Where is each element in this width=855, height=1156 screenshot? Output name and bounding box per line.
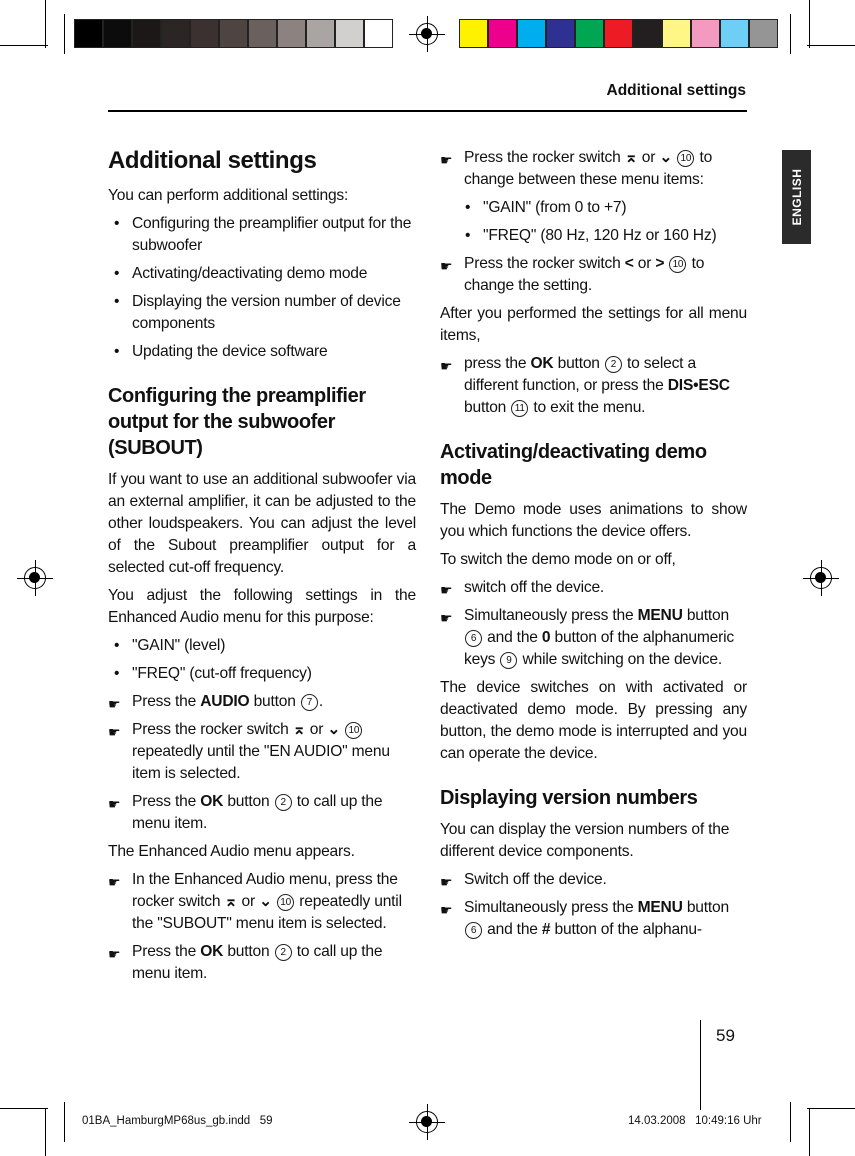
list-item: • Configuring the preamplifier output for the subwoofer [108,213,416,257]
section-heading-demo: Activating/deactivating demo mode [440,441,707,489]
color-swatch [546,19,575,48]
page-number: 59 [716,1026,735,1045]
registration-mark-icon [810,567,832,589]
paragraph: If you want to use an additional subwoofer via an external amplifier, it can be adjusted to the other loudspeakers. You can adjust the level of the Subout preamplifier output for a selected cut-off frequency. [108,471,416,576]
language-tab-label: ENGLISH [789,168,804,226]
button-number: 10 [345,722,362,739]
color-swatch [277,19,306,48]
color-swatch [161,19,190,48]
color-swatch [633,19,662,48]
slug-timestamp: 14.03.2008 10:49:16 Uhr [628,1115,762,1127]
paragraph: After you performed the settings for all menu items, [440,305,747,344]
rocker-down-icon: ⌄ [259,893,272,910]
instruction-step: ☛ Simultaneously press the MENU button 6 and the # button of the alphanu- [440,899,729,938]
instruction-step: ☛ Press the rocker switch ⌅ or ⌄ 10 repeatedly until the "EN AUDIO" menu item is selected. [108,721,390,782]
list-item: • "FREQ" (80 Hz, 120 Hz or 160 Hz) [440,225,747,247]
button-number: 2 [275,944,292,961]
paragraph: The Enhanced Audio menu appears. [108,843,355,860]
instruction-step: ☛ Press the rocker switch < or > 10 to change the setting. [440,255,705,294]
color-swatch [364,19,393,48]
pointing-hand-icon: ☛ [440,258,453,274]
crop-mark [64,1102,65,1142]
crop-mark [809,1108,810,1156]
crop-mark [790,1102,791,1142]
crop-mark [45,0,46,48]
instruction-step: ☛ switch off the device. [440,577,747,599]
language-tab [782,150,811,244]
pointing-hand-icon: ☛ [108,724,121,740]
button-number: 6 [465,630,482,647]
button-number: 9 [500,652,517,669]
pointing-hand-icon: ☛ [440,358,453,374]
registration-mark-icon [24,567,46,589]
section-heading-version: Displaying version numbers [440,787,698,809]
instruction-step: ☛ Press the OK button 2 to call up the menu item. [108,943,383,982]
rocker-left-icon: < [624,255,634,272]
button-number: 2 [275,794,292,811]
pointing-hand-icon: ☛ [108,874,121,890]
paragraph: The Demo mode uses animations to show you which functions the device offers. [440,501,747,540]
color-swatch [459,19,488,48]
button-number: 10 [277,894,294,911]
color-swatch [248,19,277,48]
left-column [108,147,416,991]
crop-mark [45,1108,46,1156]
crop-mark [807,1108,855,1109]
running-header: Additional settings [606,82,746,99]
list-item: • "GAIN" (from 0 to +7) [440,197,747,219]
list-item: • Activating/deactivating demo mode [108,263,416,285]
instruction-step: ☛ Press the rocker switch ⌅ or ⌄ 10 to change between these menu items: [440,149,713,188]
header-rule [108,110,747,112]
color-swatch [575,19,604,48]
registration-mark-icon [416,23,438,45]
color-swatch [749,19,778,48]
button-number: 7 [301,694,318,711]
button-number: 10 [677,150,694,167]
crop-mark [807,45,855,46]
pointing-hand-icon: ☛ [440,610,453,626]
color-swatch [306,19,335,48]
instruction-step: ☛ press the OK button 2 to select a different function, or press the DIS•ESC button 11 to exit the menu. [440,355,730,416]
page-number-rule [700,1020,701,1110]
button-number: 10 [669,256,686,273]
rocker-up-icon: ⌅ [624,149,638,166]
pointing-hand-icon: ☛ [440,902,453,918]
pointing-hand-icon: ☛ [440,152,453,168]
list-item: • "GAIN" (level) [108,635,416,657]
pointing-hand-icon: ☛ [440,582,453,598]
color-swatch [604,19,633,48]
intro-text: You can perform additional settings: [108,187,349,204]
rocker-up-icon: ⌅ [292,721,306,738]
button-number: 6 [465,922,482,939]
paragraph: To switch the demo mode on or off, [440,551,676,568]
pointing-hand-icon: ☛ [440,874,453,890]
color-swatch [190,19,219,48]
crop-mark [809,0,810,48]
color-swatch [74,19,103,48]
pointing-hand-icon: ☛ [108,696,121,712]
crop-mark [790,14,791,54]
crop-mark [0,45,48,46]
instruction-step: ☛ Simultaneously press the MENU button 6 and the 0 button of the alphanumeric keys 9 while switching on the device. [440,607,734,668]
color-swatch [662,19,691,48]
page-title: Additional settings [108,147,317,174]
instruction-step: ☛ Switch off the device. [440,869,747,891]
crop-mark [64,14,65,54]
paragraph: The device switches on with activated or deactivated demo mode. By pressing any button, the demo mode is interrupted and you can operate the device. [440,679,747,762]
color-swatch [488,19,517,48]
color-swatch [103,19,132,48]
button-number: 11 [511,400,528,417]
pointing-hand-icon: ☛ [108,946,121,962]
section-heading-subout: Configuring the preamplifier output for the subwoofer (SUBOUT) [108,385,366,459]
color-swatch [219,19,248,48]
registration-mark-icon [416,1111,438,1133]
color-swatch [335,19,364,48]
slug-filename: 01BA_HamburgMP68us_gb.indd 59 [82,1115,273,1127]
color-swatch [517,19,546,48]
instruction-step: ☛ In the Enhanced Audio menu, press the rocker switch ⌅ or ⌄ 10 repeatedly until the "SUBOUT" menu item is selected. [108,871,402,932]
list-item: • "FREQ" (cut-off frequency) [108,663,416,685]
paragraph: You adjust the following settings in the Enhanced Audio menu for this purpose: [108,587,416,626]
rocker-right-icon: > [655,255,665,272]
list-item: • Displaying the version number of device components [108,291,416,335]
instruction-step: ☛ Press the AUDIO button 7 . [108,691,416,713]
pointing-hand-icon: ☛ [108,796,121,812]
paragraph: You can display the version numbers of the different device components. [440,821,730,860]
instruction-step: ☛ Press the OK button 2 to call up the menu item. [108,793,383,832]
color-swatch [691,19,720,48]
button-number: 2 [605,356,622,373]
rocker-down-icon: ⌄ [327,721,341,738]
crop-mark [0,1108,48,1109]
rocker-down-icon: ⌄ [659,149,673,166]
list-item: • Updating the device software [108,341,416,363]
rocker-up-icon: ⌅ [224,893,238,910]
color-swatch [720,19,749,48]
right-column [440,147,747,947]
color-swatch [132,19,161,48]
